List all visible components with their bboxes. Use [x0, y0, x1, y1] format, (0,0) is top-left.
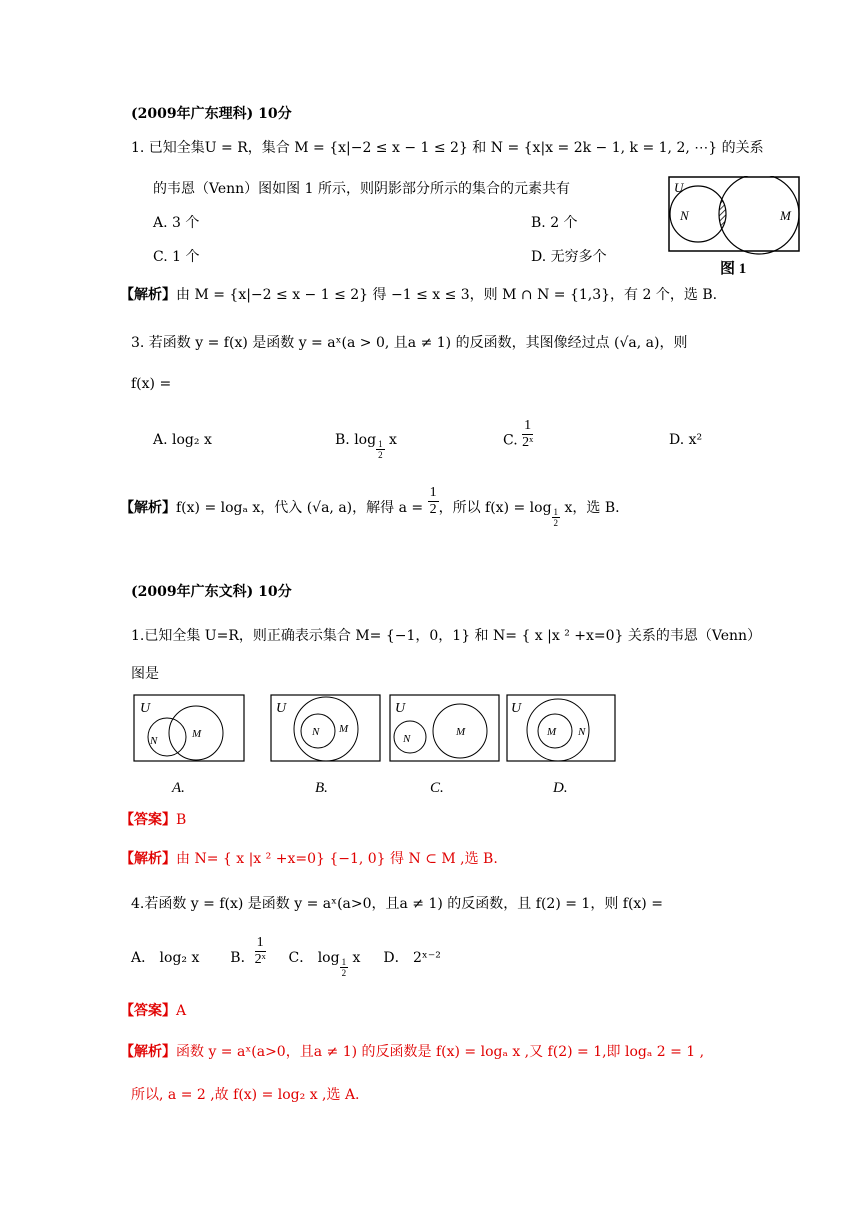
analysis-tag: 【解析】	[120, 287, 176, 303]
section-title-science: (2009年广东理科) 10分	[131, 106, 292, 122]
figure-1-n-label: N	[680, 208, 689, 223]
svg-text:N: N	[312, 726, 320, 738]
q3-option-c-fraction: $\frac{1}{\text{2ˣ}}$	[522, 418, 534, 450]
q3-stem-line2: f(x) =	[131, 376, 172, 392]
svg-text:C.: C.	[430, 780, 444, 796]
figure-1-u-label: U	[674, 180, 684, 195]
svg-text:M: M	[547, 726, 557, 738]
svg-text:N: N	[150, 735, 158, 747]
svg-text:D.: D.	[553, 780, 568, 796]
q3-option-c: C. $\frac{1}{\text{2ˣ}}$	[503, 418, 534, 450]
half-fraction: $\frac{1}{2}$	[378, 439, 383, 460]
q1b-stem-line1: 1.已知全集 U=R，则正确表示集合 M= {−1，0，1} 和 N= { x |x ² +x=0} 关系的韦恩（Venn）	[131, 628, 762, 644]
analysis-2-line2: 所以, a = 2 ,故 f(x) = log₂ x ,选 A.	[131, 1087, 360, 1103]
q4-option-a: A． log₂ x	[131, 950, 200, 966]
q3-analysis: 【解析】f(x) = logₐ x，代入 (√a, a)，解得 a = $\frac{1}{2}$ ，所以 f(x) = log $\frac{1}{2}$ x，选 B.	[120, 484, 620, 528]
svg-text:U: U	[140, 701, 151, 716]
svg-text:M: M	[456, 726, 466, 738]
q3-analysis-log-base: $\frac{1}{2}$	[553, 507, 559, 528]
venn-options	[130, 693, 620, 797]
svg-text:U: U	[511, 701, 522, 716]
q1-analysis	[120, 285, 717, 305]
q4-option-b: B． $\frac{1}{\text{2ˣ}}$	[230, 934, 266, 967]
svg-text:N: N	[578, 726, 586, 738]
q1-option-c: C. 1 个	[153, 249, 200, 265]
q4-option-c: C． log $\frac{1}{2}$ x	[288, 950, 361, 978]
svg-text:N: N	[403, 733, 411, 745]
q1-analysis-text: 由 M = {x|−2 ≤ x − 1 ≤ 2} 得 −1 ≤ x ≤ 3，则 M ∩ N = {1,3}，有 2 个，选 B.	[176, 287, 718, 303]
venn-option-d	[507, 695, 615, 796]
q3-option-b-log: B. log	[335, 432, 377, 448]
answer-1: 【答案】B	[120, 812, 187, 828]
q3-option-a: A. log₂ x	[153, 432, 212, 448]
analysis-1: 【解析】由 N= { x |x ² +x=0} {−1, 0} 得 N ⊂ M ,选 B.	[120, 851, 498, 867]
svg-text:U: U	[276, 701, 287, 716]
venn-option-a	[134, 695, 244, 796]
q1-option-a: A. 3 个	[153, 215, 200, 231]
q4-options	[131, 934, 441, 978]
analysis-2-line1: 【解析】函数 y = aˣ(a>0，且a ≠ 1) 的反函数是 f(x) = logₐ x ,又 f(2) = 1,即 logₐ 2 = 1 ,	[120, 1044, 705, 1060]
q1-stem-line1: 1. 已知全集U = R，集合 M = {x|−2 ≤ x − 1 ≤ 2} 和 N = {x|x = 2k − 1, k = 1, 2, ⋯} 的关系	[131, 140, 764, 156]
q4-stem: 4.若函数 y = f(x) 是函数 y = aˣ(a>0，且a ≠ 1) 的反函数，且 f(2) = 1，则 f(x) =	[131, 896, 663, 912]
figure-1-caption: 图 1	[720, 261, 747, 277]
venn-option-c	[390, 695, 499, 796]
svg-text:M: M	[192, 728, 202, 740]
q1b-stem-line2: 图是	[131, 666, 159, 682]
answer-2: 【答案】A	[120, 1003, 187, 1019]
q3-analysis-fraction: $\frac{1}{2}$	[429, 484, 437, 517]
q1-stem-line2: 的韦恩（Venn）图如图 1 所示，则阴影部分所示的集合的元素共有	[153, 181, 570, 197]
section-title-arts: (2009年广东文科) 10分	[131, 584, 292, 600]
q4-option-d: D． 2ˣ⁻²	[383, 950, 441, 966]
svg-text:B.: B.	[315, 780, 328, 796]
svg-text:U: U	[395, 701, 406, 716]
figure-1-venn	[668, 176, 802, 278]
q3-option-d: D. x²	[669, 432, 703, 448]
q1-option-b: B. 2 个	[531, 215, 578, 231]
svg-text:A.: A.	[172, 780, 185, 796]
q1-option-d: D. 无穷多个	[531, 249, 607, 265]
q3-option-b-x: x	[389, 432, 397, 448]
q3-option-b	[335, 430, 397, 460]
venn-option-b	[271, 695, 380, 796]
figure-1-m-label: M	[780, 208, 791, 223]
svg-text:M: M	[339, 723, 349, 735]
q3-stem-line1: 3. 若函数 y = f(x) 是函数 y = aˣ(a > 0, 且a ≠ 1) 的反函数，其图像经过点 (√a, a)，则	[131, 335, 688, 351]
